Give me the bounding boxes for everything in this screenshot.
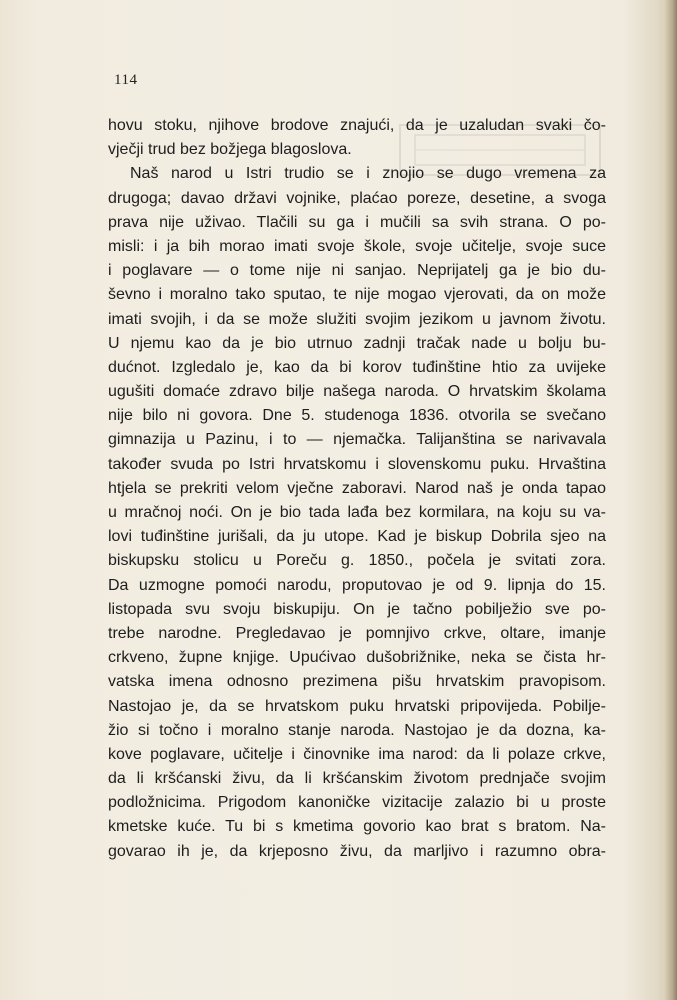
text-line: ševno i moralno tako sputao, te nije mogao vjerovati, da on može	[108, 286, 606, 304]
text-line: gimnazija u Pazinu, i to — njemačka. Talijanština se narivavala	[108, 431, 606, 449]
text-line: lovi tuđinštine jurišali, da ju utope. Kad je biskup Dobrila sjeo na	[108, 528, 606, 546]
text-line: vatska imena odnosno prezimena pišu hrvatskim pravopisom.	[108, 673, 606, 691]
text-line: Da uzmogne pomoći narodu, proputovao je od 9. lipnja do 15.	[108, 576, 606, 594]
text-line: ugušiti domaće zdravo bilje našega naroda. O hrvatskim školama	[108, 383, 606, 401]
text-line: listopada svu svoju biskupiju. On je tačno pobilježio sve po-	[108, 600, 606, 618]
text-line: U njemu kao da je bio utrnuo zadnji tračak nade u bolju bu-	[108, 334, 606, 352]
text-line: Naš narod u Istri trudio se i znojio se dugo vremena za	[130, 165, 606, 183]
text-line: dućnot. Izgledalo je, kao da bi korov tuđinštine htio za uvijeke	[108, 358, 606, 376]
page-edge-shadow	[665, 0, 677, 1000]
text-line: žio si točno i moralno stanje naroda. Nastojao je da dozna, ka-	[108, 721, 606, 739]
text-line: imati svojih, i da se može služiti svojim jezikom u javnom životu.	[108, 310, 606, 328]
text-line: htjela se prekriti velom vječne zaboravi. Narod naš je onda tapao	[108, 479, 606, 497]
text-line: također svuda po Istri hrvatskomu i slovenskomu puku. Hrvaština	[108, 455, 606, 473]
text-line: misli: i ja bih morao imati svoje škole, svoje učitelje, svoje suce	[108, 237, 606, 255]
text-line: biskupsku stolicu u Poreču g. 1850., počela je svitati zora.	[108, 552, 606, 570]
text-line: vječji trud bez božjega blagoslova.	[108, 141, 352, 159]
text-line: da li kršćanski živu, da li kršćanskim životom prednjače svojim	[108, 770, 606, 788]
text-line: podložnicima. Prigodom kanoničke vizitacije zalazio bi u proste	[108, 794, 606, 812]
text-line: i poglavare — o tome nije ni sanjao. Neprijatelj ga je bio du-	[108, 262, 606, 280]
text-line: drugoga; davao državi vojnike, plaćao poreze, desetine, a svoga	[108, 189, 606, 207]
text-line: trebe narodne. Pregledavao je pomnjivo crkve, oltare, imanje	[108, 624, 606, 642]
text-line: Nastojao je, da se hrvatskom puku hrvatski pripovijeda. Pobilje-	[108, 697, 606, 715]
text-line: crkveno, župne knjige. Upućivao dušobrižnike, neka se čista hr-	[108, 649, 606, 667]
text-line: hovu stoku, njihove brodove znajući, da je uzaludan svaki čo-	[108, 117, 606, 134]
text-line: u mračnoj noći. On je bio tada lađa bez kormilara, na koju su va-	[108, 504, 606, 521]
page-number: 114	[114, 72, 138, 88]
text-line: kove poglavare, učitelje i činovnike ima narod: da li polaze crkve,	[108, 745, 606, 763]
text-line: prava nije uživao. Tlačili su ga i mučili sa svih strana. O po-	[108, 213, 606, 231]
text-line: govarao ih je, da krjeposno živu, da marljivo i razumno obra-	[108, 842, 606, 860]
text-line: kmetske kuće. Tu bi s kmetima govorio kao brat s bratom. Na-	[108, 818, 606, 836]
body-text	[108, 114, 606, 864]
text-line: nije bilo ni govora. Dne 5. studenoga 1836. otvorila se svečano	[108, 407, 606, 425]
